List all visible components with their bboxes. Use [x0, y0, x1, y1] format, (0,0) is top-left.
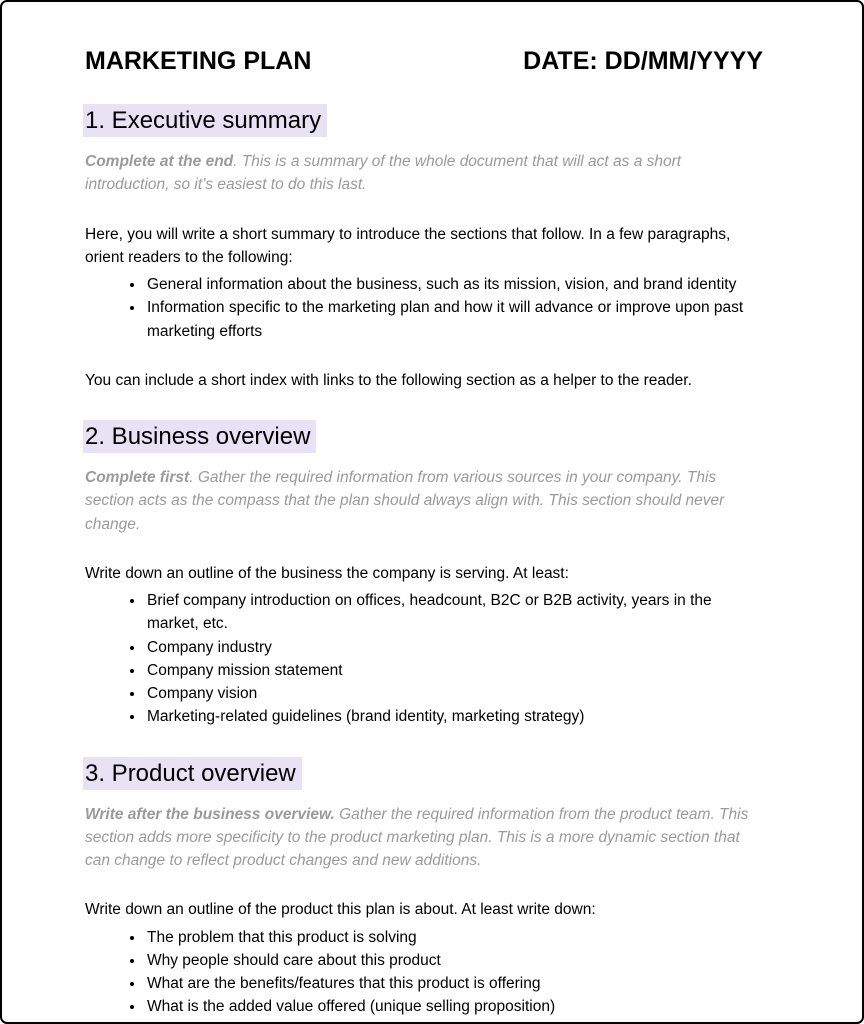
- note-rest: . Gather the required information from various sources in your company. This section acts as the compass that the plan should always align with. This section should never change.: [85, 469, 725, 533]
- bullet-item: • Brief company introduction on offices, headcount, B2C or B2B activity, years in the market, etc.: [145, 589, 763, 636]
- section-executive-summary: [85, 106, 763, 392]
- note-lead: Write after the business overview.: [85, 805, 335, 823]
- bullet-item: • Company industry: [145, 636, 763, 659]
- document-title: MARKETING PLAN: [85, 47, 312, 75]
- bullet-item: • Company vision: [145, 682, 763, 705]
- bullet-item: • Why people should care about this product: [145, 949, 763, 972]
- section-intro: Write down an outline of the product this plan is about. At least write down:: [85, 901, 596, 919]
- section-heading: [85, 106, 763, 136]
- bullet-item: • What is the added value offered (unique selling proposition): [145, 995, 763, 1018]
- bullet-item: • The problem that this product is solving: [145, 926, 763, 949]
- section-heading: [85, 759, 763, 789]
- section-business-overview: [85, 422, 763, 729]
- document-header: [85, 47, 763, 76]
- section-note: [85, 803, 763, 873]
- bullet-item: • Information specific to the marketing plan and how it will advance or improve upon past marketing efforts: [145, 296, 763, 343]
- section-product-overview: [85, 759, 763, 1019]
- document-date: DATE: DD/MM/YYYY: [523, 47, 763, 75]
- section-outro: You can include a short index with links to the following section as a helper to the reader.: [85, 371, 692, 389]
- heading-highlight: 2. Business overview: [83, 420, 316, 453]
- section-intro: Here, you will write a short summary to introduce the sections that follow. In a few paragraphs, orient readers to the following:: [85, 225, 731, 266]
- note-rest: Gather the required information from the product team. This section adds more specificity to the product marketing plan. This is a more dynamic section that can change to reflect product changes and new additions.: [85, 805, 749, 869]
- note-lead: Complete at the end: [85, 153, 234, 170]
- section-note: [85, 466, 763, 536]
- bullet-item: • What are the benefits/features that this product is offering: [145, 972, 763, 995]
- heading-highlight: 1. Executive summary: [83, 104, 327, 137]
- heading-highlight: 3. Product overview: [83, 757, 302, 790]
- bullet-item: • Company mission statement: [145, 659, 763, 682]
- bullet-list: [85, 273, 763, 343]
- bullet-item: • General information about the business, such as its mission, vision, and brand identity: [145, 273, 763, 296]
- section-heading: [85, 422, 763, 452]
- bullet-list: [85, 589, 763, 729]
- bullet-item: • Marketing-related guidelines (brand identity, marketing strategy): [145, 705, 763, 728]
- note-lead: Complete first: [85, 469, 190, 486]
- bullet-list: [85, 926, 763, 1019]
- note-rest: . This is a summary of the whole document that will act as a short introduction, so it’s easiest to do this last.: [85, 153, 682, 194]
- section-intro: Write down an outline of the business the company is serving. At least:: [85, 564, 569, 582]
- section-note: [85, 150, 763, 197]
